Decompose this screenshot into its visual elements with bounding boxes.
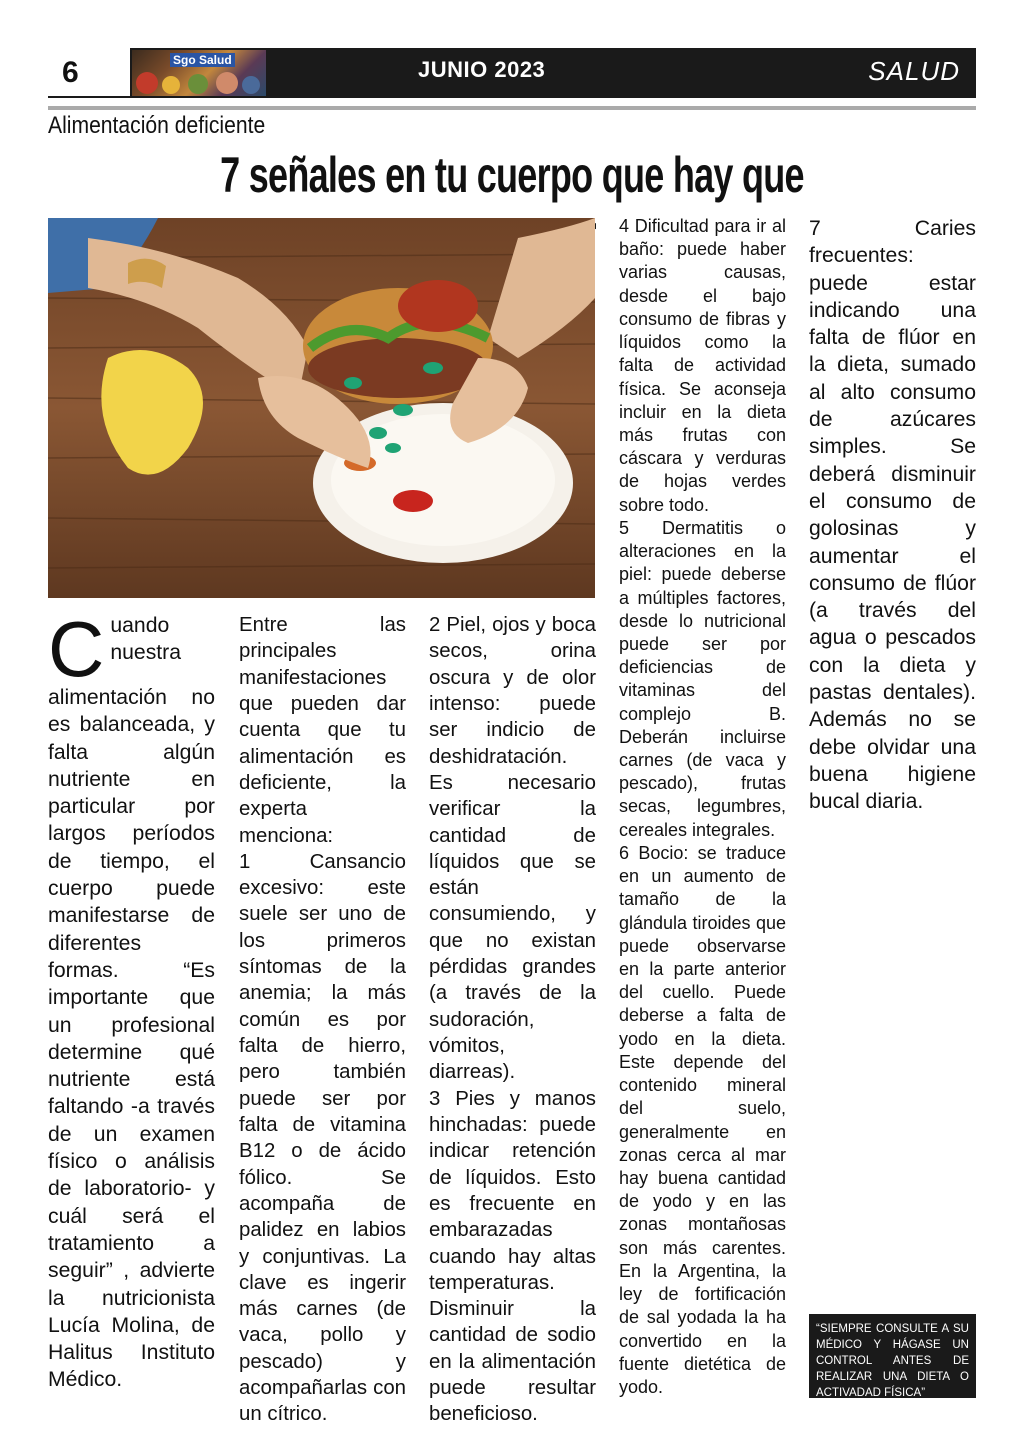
text-column-4 <box>619 215 786 1399</box>
header-rule <box>48 106 976 110</box>
article-photo <box>48 218 595 598</box>
sign-6-paragraph: 6 Bocio: se traduce en un aumento de tamaño de la glándula tiroides que puede observarse en la parte anterior del cuello. Puede deberse a falta de yodo en la dieta. Este depende del contenido mineral del suelo, generalmente en zonas cerca al mar hay buena cantidad de yodo y en las zonas montañosas son más carentes. En la Argentina, la ley de fortificación de sal yodada la ha convertido en la fuente dietética de yodo. <box>619 842 786 1397</box>
page-header <box>48 48 976 98</box>
sign-4-paragraph: 4 Dificultad para ir al baño: puede haber varias causas, desde el bajo consumo de fibras y líquidos como la falta de actividad física. Se aconseja incluir en la dieta más frutas con cáscara y verduras de hojas verdes sobre todo. <box>619 216 786 515</box>
sign-5-paragraph: 5 Dermatitis o alteraciones en la piel: puede deberse a múltiples factores, desde lo nutricional puede ser por deficiencias de vitaminas del complejo B. Deberán incluirse carnes (de vaca y pescado), frutas secas, legumbres, cereales integrales. <box>619 517 786 840</box>
article-kicker: Alimentación deficiente <box>48 112 266 139</box>
publication-logo <box>132 50 266 96</box>
text-column-1 <box>48 605 215 1394</box>
text-column-5 <box>809 215 976 816</box>
sign-7-paragraph: 7 Caries frecuentes: puede estar indicando una falta de flúor en la dieta, sumado al alto consumo de azúcares simples. Se deberá disminuir el consumo de golosinas y aumentar el consumo de flúor (a través del agua o pescados con la dieta y pastas dentales). Además no se debe olvidar una buena higiene bucal diaria. <box>809 217 976 814</box>
sign-1-paragraph: 1 Cansancio excesivo: este suele ser uno de los primeros síntomas de la anemia; la más común es por falta de hierro, pero también puede ser por falta de vitamina B12 o de ácido fólico. Se acompaña de palidez en labios y conjuntivas. La clave es ingerir más carnes (de vaca, pollo y pescado) y acompañarlas con un cítrico. <box>239 850 406 1426</box>
sign-2-paragraph: 2 Piel, ojos y boca secos, orina oscura y de olor intenso: puede ser indicio de deshidratación. Es necesario verificar la cantidad de líquidos que se están consumiendo, y que no existan pérdidas grandes (a través de la sudoración, vómitos, diarreas). <box>429 614 596 1084</box>
pull-quote-text: “SIEMPRE CONSULTE A SU MÉDICO Y HÁGASE UN CONTROL ANTES DE REALIZAR UNA DIETA O ACTIVADAD FÍSICA” <box>816 1323 969 1399</box>
logo-decoration <box>136 72 158 94</box>
issue-date: JUNIO 2023 <box>418 57 546 82</box>
logo-decoration <box>242 76 260 94</box>
intro-paragraph: uando nuestra alimentación no es balanceada, y falta algún nutriente en particular por largos períodos de tiempo, el cuerpo puede manifestarse de diferentes formas. “Es importante que un profesional determine qué nutriente está faltando -a través de un examen físico o análisis de laboratorio- y cuál será el tratamiento a seguir” , advierte la nutricionista Lucía Molina, de Halitus Instituto Médico. <box>48 614 215 1392</box>
section-name: SALUD <box>868 56 960 86</box>
logo-decoration <box>162 76 180 94</box>
logo-decoration <box>188 74 208 94</box>
drop-cap: C <box>48 605 105 693</box>
sign-3-paragraph: 3 Pies y manos hinchadas: puede indicar retención de líquidos. Esto es frecuente en embarazadas cuando hay altas temperaturas. Disminuir la cantidad de sodio en la alimentación puede resultar beneficioso. <box>429 1087 596 1426</box>
page-number: 6 <box>62 56 79 89</box>
pull-quote-box <box>809 1314 976 1398</box>
page-number-box <box>48 48 130 98</box>
text-column-3-content <box>429 612 596 1428</box>
headline-text: 7 señales en tu cuerpo que hay que <box>220 147 804 203</box>
logo-wordmark: Sgo Salud <box>170 53 235 67</box>
logo-decoration <box>216 72 238 94</box>
text-column-2 <box>239 612 406 1428</box>
signs-intro-paragraph: Entre las principales manifestaciones que pueden dar cuenta que tu alimentación es deficiente, la experta menciona: <box>239 614 406 847</box>
burger-photo-illustration <box>48 218 595 598</box>
